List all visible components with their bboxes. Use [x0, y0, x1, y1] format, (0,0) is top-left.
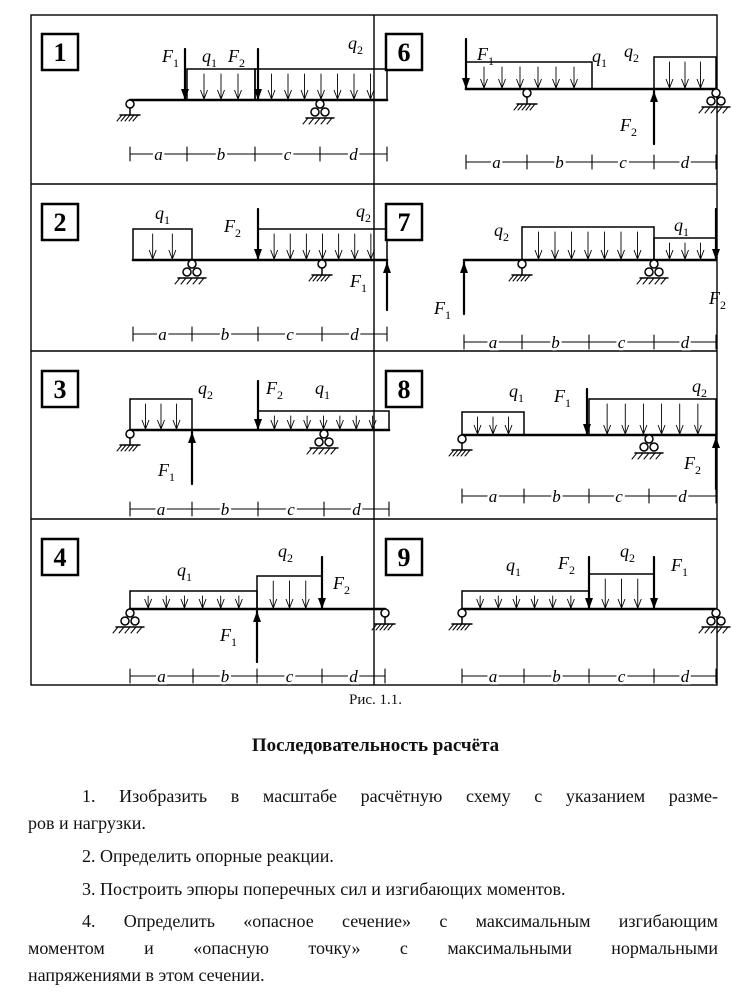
beam-scheme-3 [30, 351, 374, 519]
dimension-line [133, 325, 387, 344]
svg-text:q1: $q_1$ [506, 555, 521, 579]
dimension-line [130, 145, 387, 164]
pin-support [514, 89, 537, 110]
label-q1 [674, 215, 689, 239]
scheme-4 [30, 519, 374, 687]
distributed-load-q2 [654, 57, 716, 89]
force-arrow-f1 [583, 389, 591, 435]
dimension-label-a: a [157, 667, 166, 686]
label-q2 [494, 220, 509, 244]
svg-text:q2: $q_2$ [198, 378, 213, 402]
figure-caption: Рис. 1.1. [348, 692, 403, 708]
label-f1 [476, 44, 494, 68]
force-arrow-f2 [585, 557, 593, 609]
svg-text:9: 9 [397, 543, 411, 572]
pin-support [309, 260, 332, 281]
step-4-line-3: напряжениями в этом сечении. [28, 965, 265, 985]
label-q1 [315, 378, 330, 402]
dimension-line [130, 667, 385, 686]
dimension-label-b: b [220, 500, 230, 519]
dimension-line [464, 333, 716, 352]
label-q1 [506, 555, 521, 579]
roller-support [632, 435, 663, 459]
beam-scheme-2 [30, 184, 374, 352]
roller-support [699, 609, 730, 633]
dimension-label-d: d [352, 500, 361, 519]
dimension-label-a: a [488, 487, 498, 506]
pin-support [117, 100, 140, 121]
scheme-7 [374, 184, 726, 352]
svg-text:3: 3 [53, 375, 67, 404]
svg-text:F2: $F_2$ [620, 115, 637, 139]
dimension-label-c: c [619, 153, 627, 172]
scheme-number [42, 34, 78, 70]
distributed-load-q1 [654, 238, 716, 260]
svg-text:8: 8 [397, 375, 411, 404]
svg-text:4: 4 [53, 543, 67, 572]
label-q2 [620, 541, 635, 565]
scheme-3 [30, 351, 374, 519]
label-q2 [278, 541, 293, 565]
svg-text:1: 1 [53, 38, 67, 67]
label-q1 [155, 203, 170, 227]
label-q1 [509, 381, 524, 405]
label-f2 [708, 288, 726, 312]
scheme-number [386, 371, 422, 407]
dimension-label-d: d [349, 667, 358, 686]
roller-support [303, 100, 334, 124]
dimension-label-b: b [216, 145, 226, 164]
dimension-label-a: a [488, 333, 498, 352]
dimension-label-d: d [680, 667, 690, 686]
scheme-number [42, 539, 78, 575]
dimension-line [462, 667, 716, 686]
scheme-9 [374, 519, 718, 687]
svg-text:q2: $q_2$ [692, 376, 707, 400]
svg-text:F1: $F_1$ [158, 460, 175, 484]
pin-support [449, 435, 472, 456]
label-q2 [624, 41, 639, 65]
svg-text:q2: $q_2$ [278, 541, 293, 565]
label-q1 [177, 560, 192, 584]
svg-text:q2: $q_2$ [356, 201, 371, 225]
distributed-load-q2 [258, 229, 387, 260]
label-q2 [198, 378, 213, 402]
dimension-line [466, 153, 716, 172]
label-q2 [356, 201, 371, 225]
step-4-line-2: моментом и «опасную точку» с максимальными нормальными [28, 938, 718, 958]
svg-text:q1: $q_1$ [592, 46, 607, 70]
force-arrow-f2 [254, 209, 262, 260]
label-f1 [161, 46, 179, 70]
label-q2 [692, 376, 707, 400]
dimension-label-b: b [220, 667, 230, 686]
force-arrow-f1 [650, 557, 658, 609]
label-f2 [227, 46, 245, 70]
dimension-label-c: c [286, 325, 294, 344]
force-arrow-f2 [712, 437, 720, 489]
scheme-number [386, 34, 422, 70]
dimension-label-d: d [678, 487, 687, 506]
distributed-load-q1 [187, 69, 255, 100]
svg-text:q2: $q_2$ [348, 33, 363, 57]
force-arrow-f1 [253, 611, 261, 662]
distributed-load-q2 [130, 399, 192, 430]
svg-text:q2: $q_2$ [620, 541, 635, 565]
svg-text:q1: $q_1$ [177, 560, 192, 584]
svg-text:7: 7 [397, 208, 411, 237]
label-q1 [202, 46, 217, 70]
distributed-load-q1 [462, 591, 589, 609]
section-heading: Последовательность расчёта [251, 735, 500, 756]
label-f1 [157, 460, 175, 484]
dimension-label-c: c [285, 667, 294, 686]
beam-scheme-4 [30, 519, 374, 687]
force-arrow-f2 [712, 209, 720, 260]
dimension-label-c: c [283, 145, 292, 164]
distributed-load-q1 [466, 62, 592, 89]
svg-text:F2: $F_2$ [558, 553, 575, 577]
label-q1 [592, 46, 607, 70]
dimension-label-d: d [350, 325, 359, 344]
pin-support [509, 260, 532, 281]
force-arrow-f2 [318, 557, 326, 609]
beam-scheme-6 [374, 14, 718, 182]
svg-text:F2: $F_2$ [333, 573, 350, 597]
dimension-label-c: c [617, 333, 626, 352]
roller-support [699, 89, 730, 113]
svg-text:F1: $F_1$ [671, 555, 688, 579]
svg-text:F2: $F_2$ [684, 453, 701, 477]
dimension-label-c: c [287, 500, 295, 519]
scheme-number [386, 539, 422, 575]
svg-text:q2: $q_2$ [494, 220, 509, 244]
step-2: 2. Определить опорные реакции. [82, 846, 334, 866]
label-f2 [557, 553, 575, 577]
force-arrow-f1 [188, 432, 196, 484]
distributed-load-q2 [257, 576, 322, 609]
svg-text:q1: $q_1$ [155, 203, 170, 227]
dimension-label-a: a [156, 500, 166, 519]
force-arrow-f2 [254, 381, 262, 430]
beam-scheme-1 [30, 14, 374, 182]
force-arrow-f2 [650, 91, 658, 144]
distributed-load-q2 [255, 69, 387, 100]
pin-support [117, 430, 140, 451]
svg-text:q1: $q_1$ [202, 46, 217, 70]
force-arrow-f1 [181, 49, 189, 100]
force-arrow-f1 [460, 262, 468, 314]
dimension-label-c: c [617, 667, 626, 686]
step-3: 3. Построить эпюры поперечных сил и изгибающих моментов. [82, 879, 566, 899]
dimension-line [462, 487, 716, 506]
label-f2 [332, 573, 350, 597]
label-f1 [219, 625, 237, 649]
roller-support [175, 260, 206, 284]
label-f1 [553, 386, 571, 410]
dimension-label-b: b [555, 153, 564, 172]
dimension-label-d: d [680, 153, 690, 172]
dimension-label-a: a [488, 667, 498, 686]
label-q2 [348, 33, 363, 57]
svg-text:q2: $q_2$ [624, 41, 639, 65]
label-f1 [670, 555, 688, 579]
beam-scheme-8 [374, 351, 718, 519]
roller-support [307, 430, 338, 454]
distributed-load-q1 [133, 229, 192, 260]
dimension-label-a: a [492, 153, 501, 172]
svg-text:F1: $F_1$ [554, 386, 571, 410]
svg-text:F2: $F_2$ [224, 216, 241, 240]
dimension-label-b: b [220, 325, 230, 344]
roller-support [637, 260, 668, 284]
scheme-1 [30, 14, 374, 182]
scheme-number [42, 371, 78, 407]
label-f1 [349, 271, 367, 295]
svg-text:q1: $q_1$ [509, 381, 524, 405]
label-f2 [265, 378, 283, 402]
svg-text:F1: $F_1$ [162, 46, 179, 70]
scheme-8 [374, 351, 718, 519]
step-1-line-2: ров и нагрузки. [28, 813, 146, 833]
label-f2 [223, 216, 241, 240]
label-f1 [433, 298, 451, 322]
dimension-label-a: a [158, 325, 167, 344]
svg-text:F1: $F_1$ [477, 44, 494, 68]
svg-text:F2: $F_2$ [709, 288, 726, 312]
distributed-load-q2 [522, 227, 654, 260]
beam-scheme-7 [374, 184, 726, 352]
roller-support [113, 609, 144, 633]
force-arrow-f1 [462, 39, 470, 89]
scheme-2 [30, 184, 374, 352]
svg-text:F2: $F_2$ [266, 378, 283, 402]
label-f2 [683, 453, 701, 477]
svg-text:q1: $q_1$ [674, 215, 689, 239]
beam-scheme-9 [374, 519, 718, 687]
dimension-label-b: b [552, 487, 561, 506]
svg-text:6: 6 [397, 38, 411, 67]
distributed-load-q2 [589, 399, 716, 435]
svg-text:q1: $q_1$ [315, 378, 330, 402]
svg-text:2: 2 [53, 208, 67, 237]
label-f2 [619, 115, 637, 139]
distributed-load-q1 [462, 412, 524, 435]
dimension-label-d: d [680, 333, 690, 352]
scheme-number [386, 204, 422, 240]
step-1-line-1: 1. Изобразить в масштабе расчётную схему с указанием разме- [82, 786, 718, 806]
figure-grid [30, 14, 726, 686]
svg-text:F1: $F_1$ [220, 625, 237, 649]
dimension-label-b: b [552, 667, 561, 686]
dimension-label-d: d [349, 145, 358, 164]
svg-text:F1: $F_1$ [350, 271, 367, 295]
pin-support [449, 609, 472, 630]
dimension-label-c: c [615, 487, 623, 506]
distributed-load-q1 [130, 591, 257, 609]
scheme-6 [374, 14, 718, 182]
dimension-label-b: b [551, 333, 560, 352]
distributed-load-q1 [258, 411, 389, 430]
svg-text:F1: $F_1$ [434, 298, 451, 322]
step-4-line-1: 4. Определить «опасное сечение» с максимальным изгибающим [82, 911, 718, 931]
distributed-load-q2 [589, 574, 654, 609]
scheme-number [42, 204, 78, 240]
dimension-label-a: a [154, 145, 163, 164]
dimension-line [130, 500, 389, 519]
svg-text:F2: $F_2$ [228, 46, 245, 70]
